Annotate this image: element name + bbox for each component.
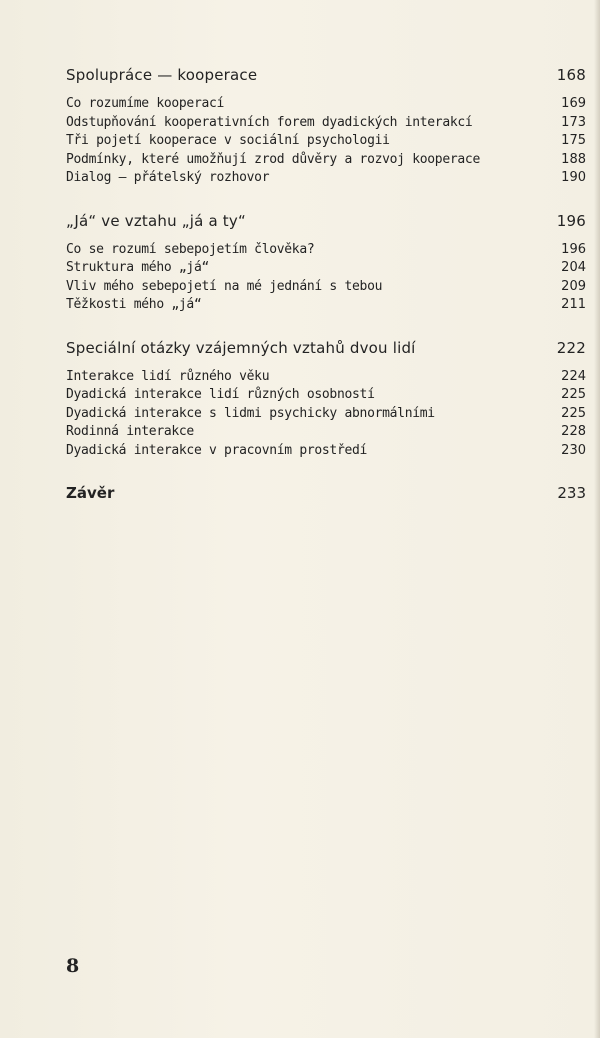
entry-title: Dialog — přátelský rozhovor (66, 170, 270, 185)
toc-entry (66, 133, 586, 152)
entry-page-number: 169 (561, 96, 586, 111)
section-heading (66, 66, 586, 88)
section-heading (66, 339, 586, 361)
entry-page-number: 175 (561, 133, 586, 148)
toc-entry (66, 406, 586, 425)
entry-title: Tři pojetí kooperace v sociální psychologii (66, 133, 390, 148)
entry-page-number: 209 (561, 278, 586, 294)
entry-title: Dyadická interakce v pracovním prostředí (66, 442, 368, 458)
toc-entry (66, 424, 586, 443)
toc-conclusion (66, 484, 586, 506)
section-title: „Já“ ve vztahu „já a ty“ (66, 211, 246, 230)
entry-page-number: 211 (561, 297, 586, 312)
entry-page-number: 190 (561, 170, 586, 185)
entry-title: Co rozumíme kooperací (66, 96, 225, 111)
section-page-number: 196 (556, 211, 586, 230)
conclusion-page-number: 233 (557, 484, 586, 502)
toc-entry (66, 443, 586, 462)
toc-section-spoluprace (66, 66, 586, 189)
entry-title: Interakce lidí různého věku (66, 368, 270, 384)
entry-page-number: 188 (561, 151, 586, 167)
entry-title: Co se rozumí sebepojetím člověka? (66, 241, 315, 257)
entry-title: Vliv mého sebepojetí na mé jednání s tebou (66, 278, 383, 294)
toc-entry (66, 260, 586, 279)
section-heading (66, 212, 586, 234)
toc-entry (66, 387, 586, 406)
entry-page-number: 204 (561, 260, 586, 275)
entry-title: Podmínky, které umožňují zrod důvěry a rozvoj kooperace (66, 151, 480, 167)
entry-page-number: 225 (561, 405, 586, 421)
conclusion-title: Závěr (66, 484, 115, 502)
entry-page-number: 230 (561, 442, 586, 458)
entry-page-number: 225 (561, 387, 586, 402)
page-edge-shadow (594, 0, 600, 1038)
toc-entry (66, 152, 586, 171)
toc-entry (66, 96, 586, 115)
section-title: Spolupráce — kooperace (66, 66, 258, 84)
toc-section-ja (66, 212, 586, 316)
toc-entry (66, 170, 586, 189)
toc-entry (66, 115, 586, 134)
section-title: Speciální otázky vzájemných vztahů dvou lidí (66, 338, 416, 357)
toc-entry (66, 297, 586, 316)
toc-section-specialni (66, 339, 586, 462)
entry-title: Struktura mého „já“ (66, 260, 210, 275)
table-of-contents (66, 66, 586, 506)
toc-entry (66, 242, 586, 261)
section-page-number: 168 (556, 66, 586, 84)
entry-page-number: 196 (561, 241, 586, 257)
entry-title: Odstupňování kooperativních forem dyadických interakcí (66, 114, 473, 130)
entry-page-number: 224 (561, 368, 586, 384)
entry-page-number: 173 (561, 114, 586, 130)
entry-title: Dyadická interakce s lidmi psychicky abnormálními (66, 405, 435, 421)
entry-title: Rodinná interakce (66, 424, 194, 439)
section-page-number: 222 (556, 338, 586, 357)
toc-entry (66, 369, 586, 388)
entry-title: Dyadická interakce lidí různých osobností (66, 387, 375, 402)
toc-entry (66, 279, 586, 298)
page-number: 8 (66, 955, 80, 977)
entry-title: Těžkosti mého „já“ (66, 297, 202, 312)
entry-page-number: 228 (561, 424, 586, 439)
